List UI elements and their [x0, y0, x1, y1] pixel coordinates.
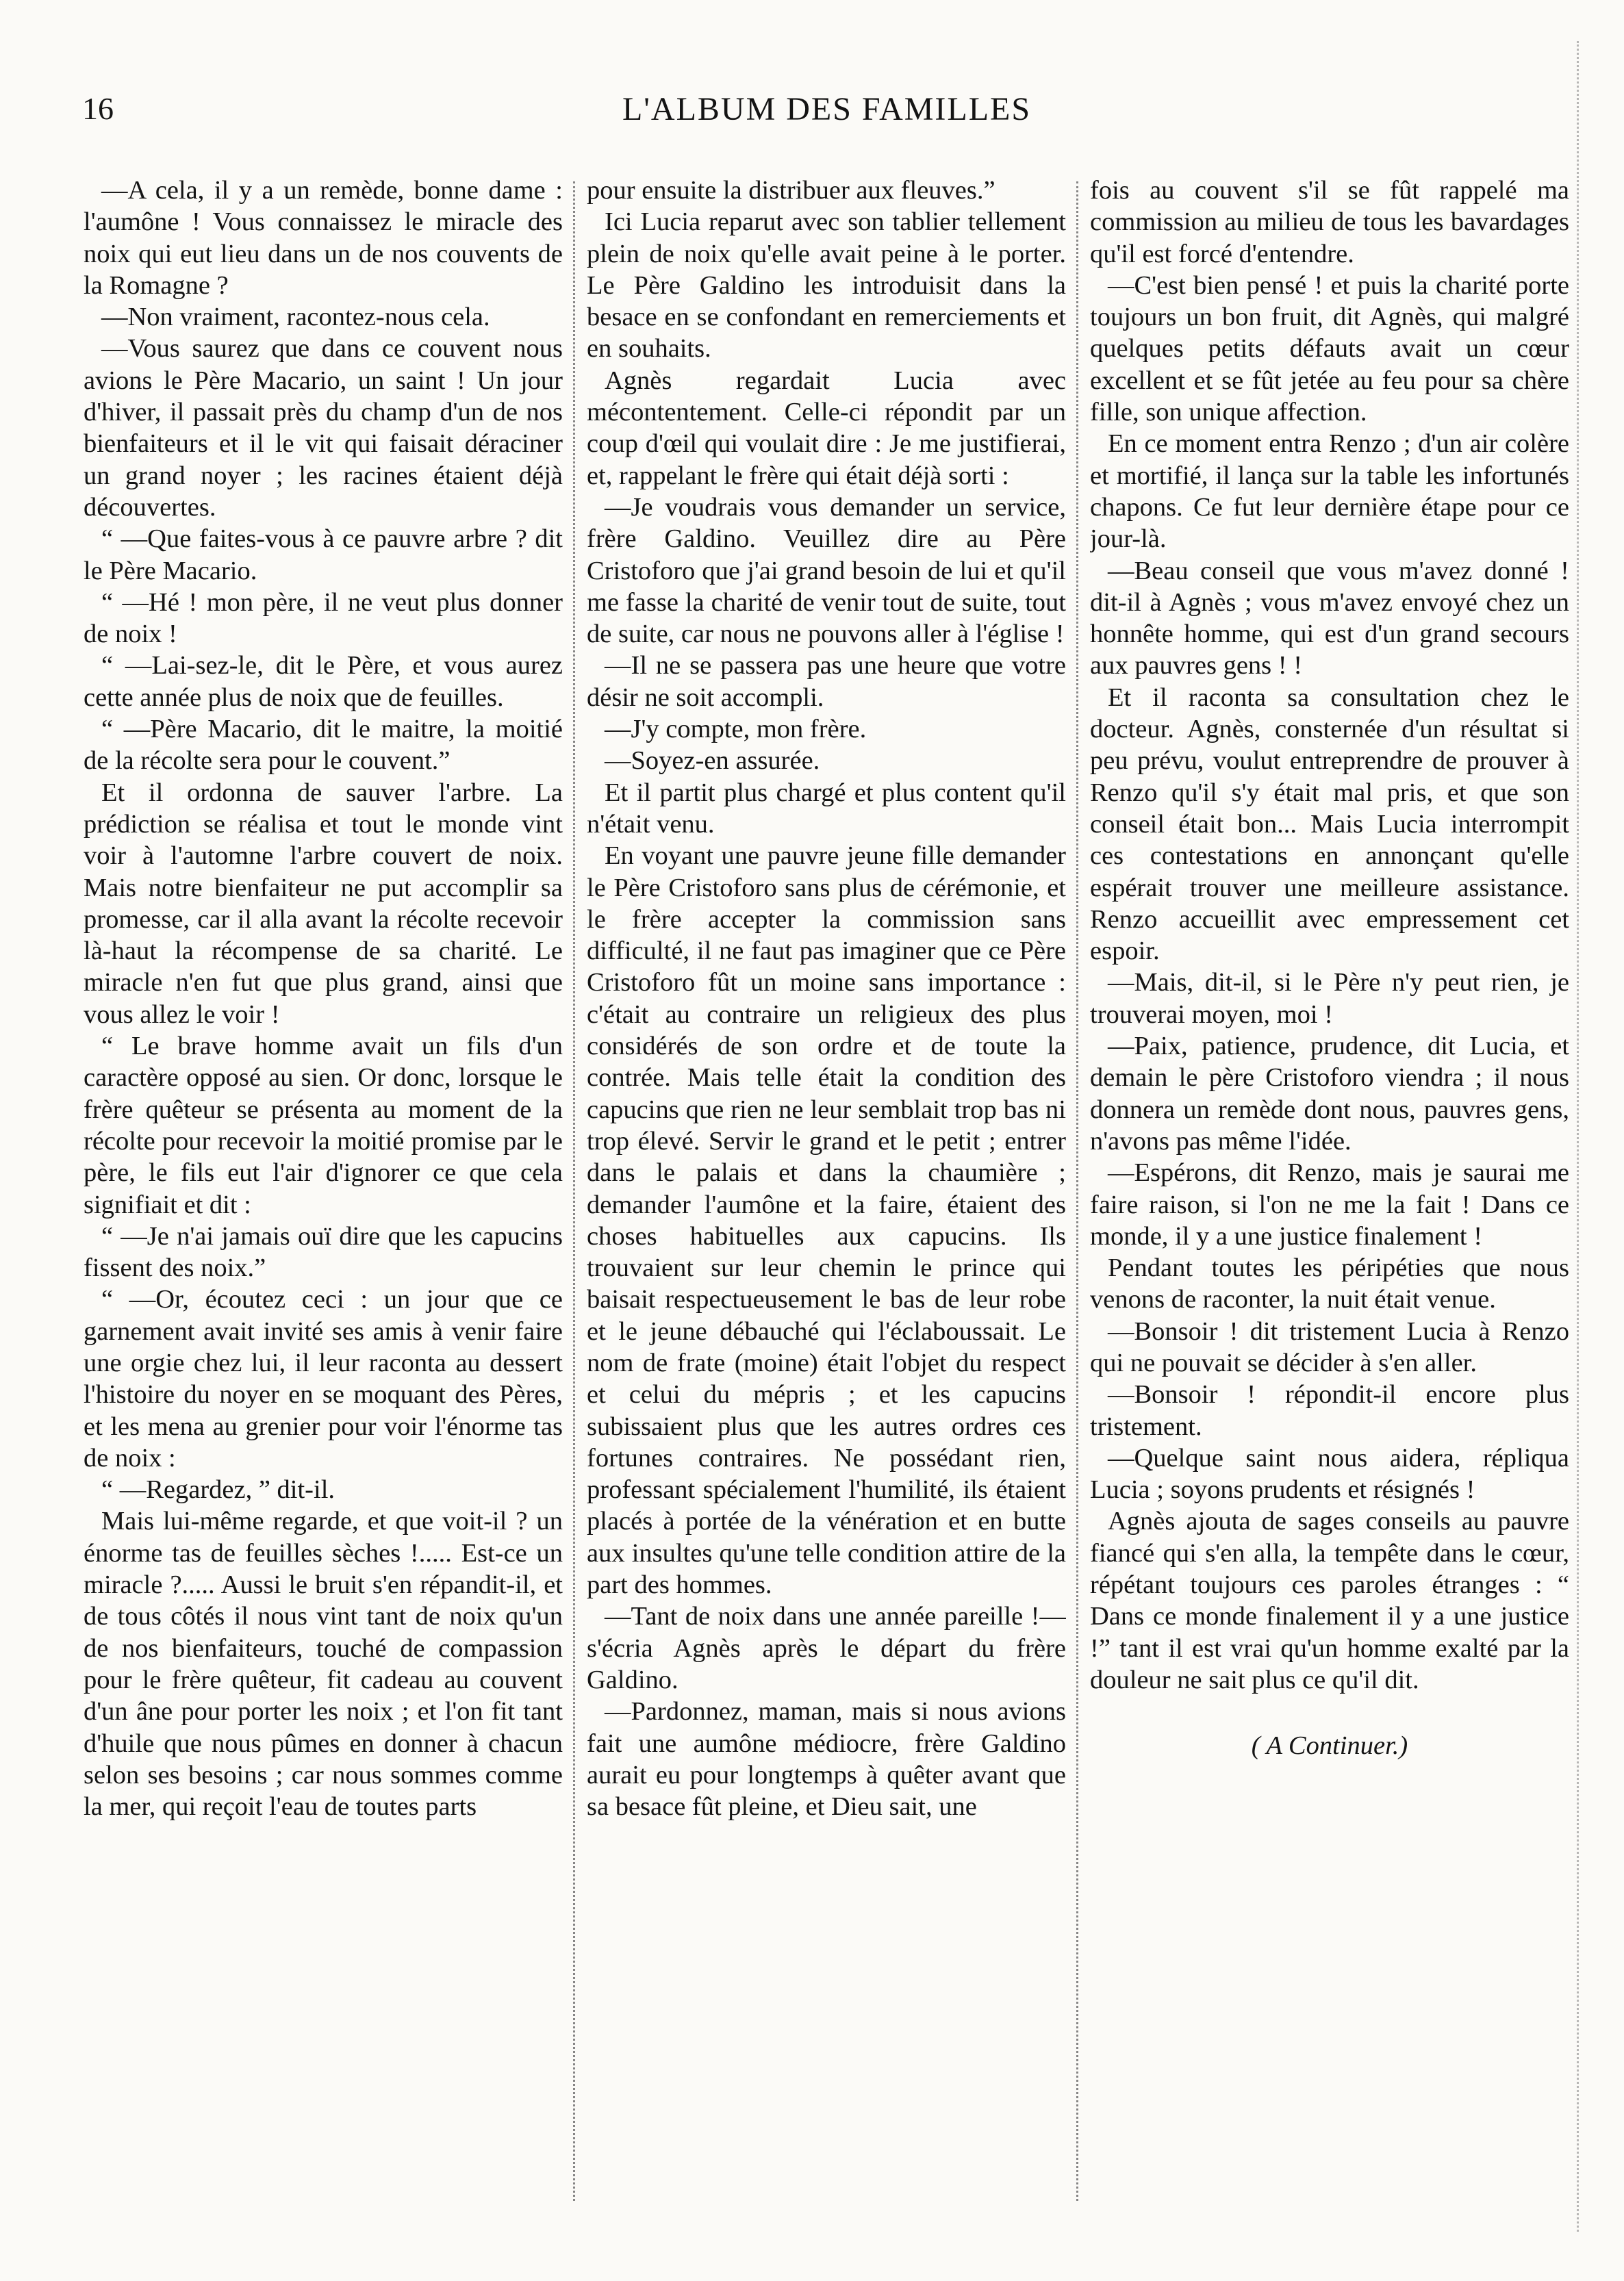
paragraph: —J'y compte, mon frère.: [605, 715, 867, 744]
paragraph: —C'est bien pensé ! et puis la charité porte toujours un bon fruit, dit Agnès, qui malgré quelques petits défauts avait un cœur excellent et se fût jetée au feu pour sa chère fille, son unique affection.: [1090, 270, 1569, 427]
paragraph: Et il raconta sa consultation chez le docteur. Agnès, consternée d'un résultat si peu prévu, voulut entreprendre de prouver à Renzo qu'il s'y était mal pris, et que son conseil était bon... Mais Lucia interrompit ces contestations en annonçant qu'elle espérait trouver une meilleure assistance. Renzo accueillit avec empressement cet espoir.: [1090, 683, 1569, 966]
running-title: L'ALBUM DES FAMILLES: [622, 91, 1032, 127]
paragraph: —Non vraiment, racontez-nous cela.: [101, 303, 490, 332]
paragraph: —Pardonnez, maman, mais si nous avions fait une aumône médiocre, frère Galdino aurait eu pour longtemps à quêter avant que sa besace fût pleine, et Dieu sait, une: [587, 1697, 1066, 1822]
paragraph: Et il ordonna de sauver l'arbre. La prédiction se réalisa et tout le monde vint voir à l'automne l'arbre couvert de noix. Mais notre bienfaiteur ne put accomplir sa promesse, car il alla avant la récolte recevoir là-haut la récompense de sa charité. Le miracle n'en fut que plus grand, ainsi que vous allez le voir !: [84, 778, 563, 1029]
paragraph: Ici Lucia reparut avec son tablier tellement plein de noix qu'elle avait peine à le porter. Le Père Galdino les introduisit dans la besace en se confondant en remerciements et en souhaits.: [587, 207, 1066, 364]
paragraph: —Espérons, dit Renzo, mais je saurai me faire raison, si l'on ne me la fait ! Dans ce monde, il y a une justice finalement !: [1090, 1158, 1569, 1251]
paragraph: “ —Or, écoutez ceci : un jour que ce garnement avait invité ses amis à venir faire une orgie chez lui, il leur raconta au dessert l'histoire du noyer en se moquant des Pères, et les mena au grenier pour voir l'énorme tas de noix :: [84, 1285, 563, 1473]
column-3: [1090, 175, 1569, 2201]
paragraph: “ —Hé ! mon père, il ne veut plus donner de noix !: [84, 587, 563, 649]
paragraph: “ —Père Macario, dit le maitre, la moitié de la récolte sera pour le couvent.”: [84, 715, 563, 776]
paragraph: —Paix, patience, prudence, dit Lucia, et demain le père Cristoforo viendra ; il nous donnera un remède dont nous, pauvres gens, n'avons pas même l'idée.: [1090, 1032, 1569, 1156]
paragraph: —Il ne se passera pas une heure que votre désir ne soit accompli.: [587, 651, 1066, 712]
paragraph: —Je voudrais vous demander un service, frère Galdino. Veuillez dire au Père Cristoforo que j'ai grand besoin de lui et qu'il me fasse la charité de venir tout de suite, tout de suite, car nous ne pouvons aller à l'église !: [587, 492, 1066, 649]
paragraph: “ Le brave homme avait un fils d'un caractère opposé au sien. Or donc, lorsque le frère quêteur se présenta au moment de la récolte pour recevoir la moitié promise par le père, le fils eut l'air d'ignorer ce que cela signifiait et dit :: [84, 1032, 563, 1219]
paragraph: pour ensuite la distribuer aux fleuves.”: [587, 176, 995, 205]
paragraph: fois au couvent s'il se fût rappelé ma commission au milieu de tous les bavardages qu'il est forcé d'entendre.: [1090, 176, 1569, 268]
paragraph: —A cela, il y a un remède, bonne dame : l'aumône ! Vous connaissez le miracle des noix qui eut lieu dans un de nos couvents de la Romagne ?: [84, 176, 563, 300]
column-divider: [573, 181, 576, 2201]
paragraph: —Beau conseil que vous m'avez donné ! dit-il à Agnès ; vous m'avez envoyé chez un honnête homme, qui est d'un grand secours aux pauvres gens ! !: [1090, 556, 1569, 680]
paragraph: Pendant toutes les péripéties que nous venons de raconter, la nuit était venue.: [1090, 1253, 1569, 1314]
paragraph: En voyant une pauvre jeune fille demander le Père Cristoforo sans plus de cérémonie, et le frère accepter la commission sans difficulté, il ne faut pas imaginer que ce Père Cristoforo fût un moine sans importance : c'était au contraire un religieux des plus considérés de son ordre et de toute la contrée. Mais telle était la condition des capucins que rien ne leur semblait trop bas ni trop élevé. Servir le grand et le petit ; entrer dans le palais et dans la chaumière ; demander l'aumône et la faire, étaient des choses habituelles aux capucins. Ils trouvaient sur leur chemin le prince qui baisait respectueusement le bas de leur robe et le jeune débauché qui l'éclaboussait. Le nom de frate (moine) était l'objet du respect et celui du mépris ; et les capucins subissaient plus que les autres ordres ces fortunes contraires. Ne possédant rien, professant spécialement l'humilité, ils étaient placés à portée de la vénération et en butte aux insultes qu'une telle condition attire de la part des hommes.: [587, 841, 1066, 1600]
paragraph: —Quelque saint nous aidera, répliqua Lucia ; soyons prudents et résignés !: [1090, 1443, 1569, 1505]
paragraph: En ce moment entra Renzo ; d'un air colère et mortifié, il lança sur la table les infortunés chapons. Ce fut leur dernière étape pour ce jour-là.: [1090, 429, 1569, 554]
paragraph: —Mais, dit-il, si le Père n'y peut rien, je trouverai moyen, moi !: [1090, 968, 1569, 1029]
paragraph: “ —Que faites-vous à ce pauvre arbre ? dit le Père Macario.: [84, 524, 563, 585]
text-columns: [84, 175, 1569, 2201]
paragraph: —Bonsoir ! dit tristement Lucia à Renzo qui ne pouvait se décider à s'en aller.: [1090, 1316, 1569, 1377]
paragraph: Mais lui-même regarde, et que voit-il ? un énorme tas de feuilles sèches !..... Est-ce un miracle ?..... Aussi le bruit s'en répandit-il, et de tous côtés il nous vint tant de noix qu'un de nos bienfaiteurs, touché de compassion pour le frère quêteur, fit cadeau au couvent d'un âne pour porter les noix ; et l'on fit tant d'huile que nous pûmes en donner à chacun selon ses besoins ; car nous sommes comme la mer, qui reçoit l'eau de toutes parts: [84, 1507, 563, 1822]
paragraph: Agnès regardait Lucia avec mécontentement. Celle-ci répondit par un coup d'œil qui voulait dire : Je me justifierai, et, rappelant le frère qui était déjà sorti :: [587, 366, 1066, 490]
page-edge-rule: [1577, 41, 1583, 2232]
paragraph: —Tant de noix dans une année pareille !—s'écria Agnès après le départ du frère Galdino.: [587, 1602, 1066, 1694]
column-2: [587, 175, 1066, 2201]
page-number: 16: [82, 91, 114, 126]
page-header: [82, 82, 1571, 137]
paragraph: “ —Lai-sez-le, dit le Père, et vous aurez cette année plus de noix que de feuilles.: [84, 651, 563, 712]
paragraph: Et il partit plus chargé et plus content qu'il n'était venu.: [587, 778, 1066, 839]
paragraph: —Bonsoir ! répondit-il encore plus tristement.: [1090, 1380, 1569, 1441]
paragraph: Agnès ajouta de sages conseils au pauvre fiancé qui s'en alla, la tempête dans le cœur, répétant toujours ces paroles étranges : “ Dans ce monde finalement il y a une justice !” tant il est vrai qu'un homme exalté par la douleur ne sait plus ce qu'il dit.: [1090, 1507, 1569, 1694]
column-1: [84, 175, 563, 2201]
paragraph: —Vous saurez que dans ce couvent nous avions le Père Macario, un saint ! Un jour d'hiver, il passait près du champ d'un de nos bienfaiteurs et il le vit qui faisait déraciner un grand noyer ; les racines étaient déjà découvertes.: [84, 334, 563, 522]
paragraph: —Soyez-en assurée.: [605, 746, 820, 776]
paragraph: “ —Je n'ai jamais ouï dire que les capucins fissent des noix.”: [84, 1221, 563, 1283]
continuation-note: ( A Continuer.): [1251, 1731, 1408, 1761]
column-divider: [1076, 181, 1080, 2201]
paragraph: “ —Regardez, ” dit-il.: [101, 1475, 335, 1505]
